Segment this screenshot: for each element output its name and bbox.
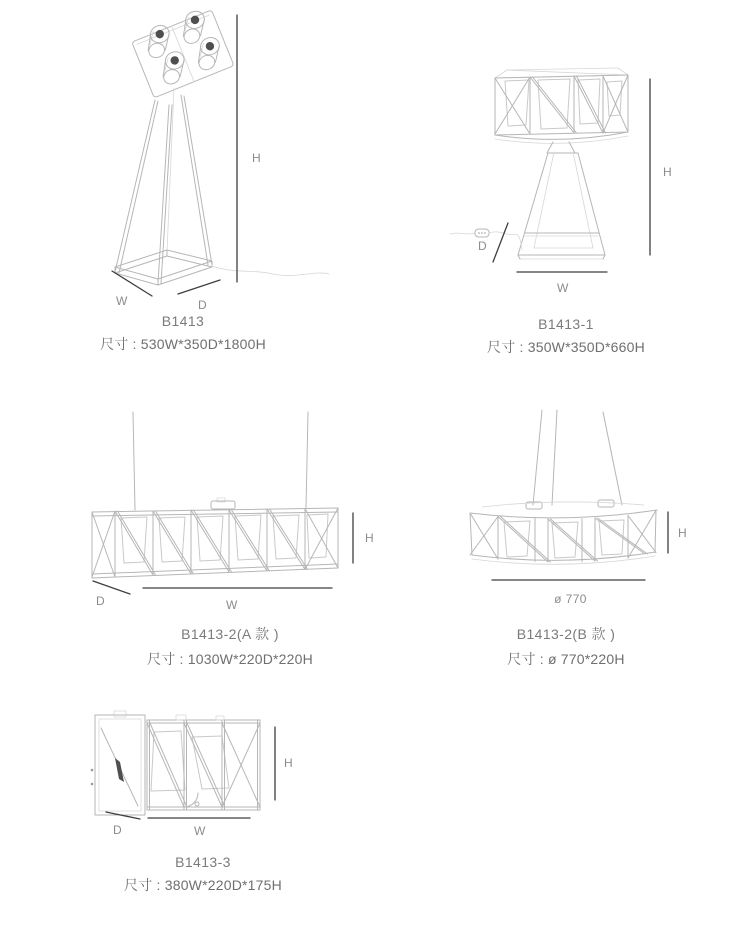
depth-dim-label: D bbox=[113, 823, 123, 837]
product-figure-floor-lamp bbox=[95, 8, 330, 353]
linear-pendant-drawing bbox=[85, 410, 385, 620]
depth-dim-label: D bbox=[478, 239, 488, 253]
height-dim-label: H bbox=[252, 151, 262, 165]
round-pendant-drawing bbox=[460, 408, 700, 618]
floor-lamp-legs bbox=[115, 88, 212, 284]
product-dimensions: 尺寸 : ø 770*220H bbox=[507, 651, 625, 667]
wall-lamp-drawing bbox=[88, 698, 303, 843]
mount-tabs bbox=[526, 500, 614, 509]
floor-lamp-drawing bbox=[95, 8, 330, 308]
table-lamp-shade-cage bbox=[495, 68, 628, 143]
dimension-line-depth bbox=[493, 223, 508, 262]
table-lamp-base bbox=[518, 142, 605, 259]
wall-mount-panel bbox=[91, 711, 145, 815]
product-caption bbox=[130, 624, 330, 669]
width-dim-label: W bbox=[226, 598, 238, 612]
dimension-line-depth bbox=[93, 581, 130, 594]
truss-cage bbox=[92, 508, 338, 578]
product-dimensions: 尺寸 : 530W*350D*1800H bbox=[100, 336, 266, 352]
product-dimensions: 尺寸 : 380W*220D*175H bbox=[124, 877, 282, 893]
diameter-dim-label: ø 770 bbox=[554, 592, 587, 606]
product-dimensions: 尺寸 : 1030W*220D*220H bbox=[147, 651, 313, 667]
product-figure-linear-pendant bbox=[85, 410, 385, 675]
floor-lamp-base bbox=[115, 250, 212, 285]
ceiling-mount-plate bbox=[211, 498, 235, 509]
suspension-wires bbox=[133, 412, 308, 510]
depth-dim-label: D bbox=[198, 298, 208, 312]
product-figure-wall-lamp bbox=[88, 698, 303, 898]
product-figure-round-pendant bbox=[460, 408, 700, 673]
product-model: B1413-1 bbox=[538, 316, 594, 332]
dimension-line-width bbox=[112, 271, 152, 296]
width-dim-label: W bbox=[194, 824, 206, 838]
depth-dim-label: D bbox=[96, 594, 106, 608]
floor-lamp-head bbox=[130, 5, 234, 98]
height-dim-label: H bbox=[365, 531, 375, 545]
suspension-wires bbox=[533, 410, 622, 505]
table-lamp-drawing bbox=[450, 65, 680, 300]
wall-lamp-truss bbox=[147, 715, 260, 810]
height-dim-label: H bbox=[663, 165, 673, 179]
product-figure-table-lamp bbox=[450, 65, 680, 365]
width-dim-label: W bbox=[116, 294, 128, 308]
width-dim-label: W bbox=[557, 281, 569, 295]
product-dimensions: 尺寸 : 350W*350D*660H bbox=[487, 339, 645, 355]
product-model: B1413-2(B 款 ) bbox=[516, 626, 616, 642]
product-caption bbox=[83, 313, 283, 354]
dimension-line-depth bbox=[178, 280, 220, 294]
height-dim-label: H bbox=[678, 526, 688, 540]
product-model: B1413 bbox=[161, 313, 205, 329]
product-model: B1413-3 bbox=[175, 854, 231, 870]
power-cord bbox=[212, 266, 329, 276]
round-truss-cage bbox=[470, 502, 657, 564]
product-model: B1413-2(A 款 ) bbox=[181, 626, 279, 642]
height-dim-label: H bbox=[284, 756, 294, 770]
product-caption bbox=[466, 624, 666, 669]
product-caption bbox=[103, 854, 303, 895]
product-caption bbox=[466, 316, 666, 357]
